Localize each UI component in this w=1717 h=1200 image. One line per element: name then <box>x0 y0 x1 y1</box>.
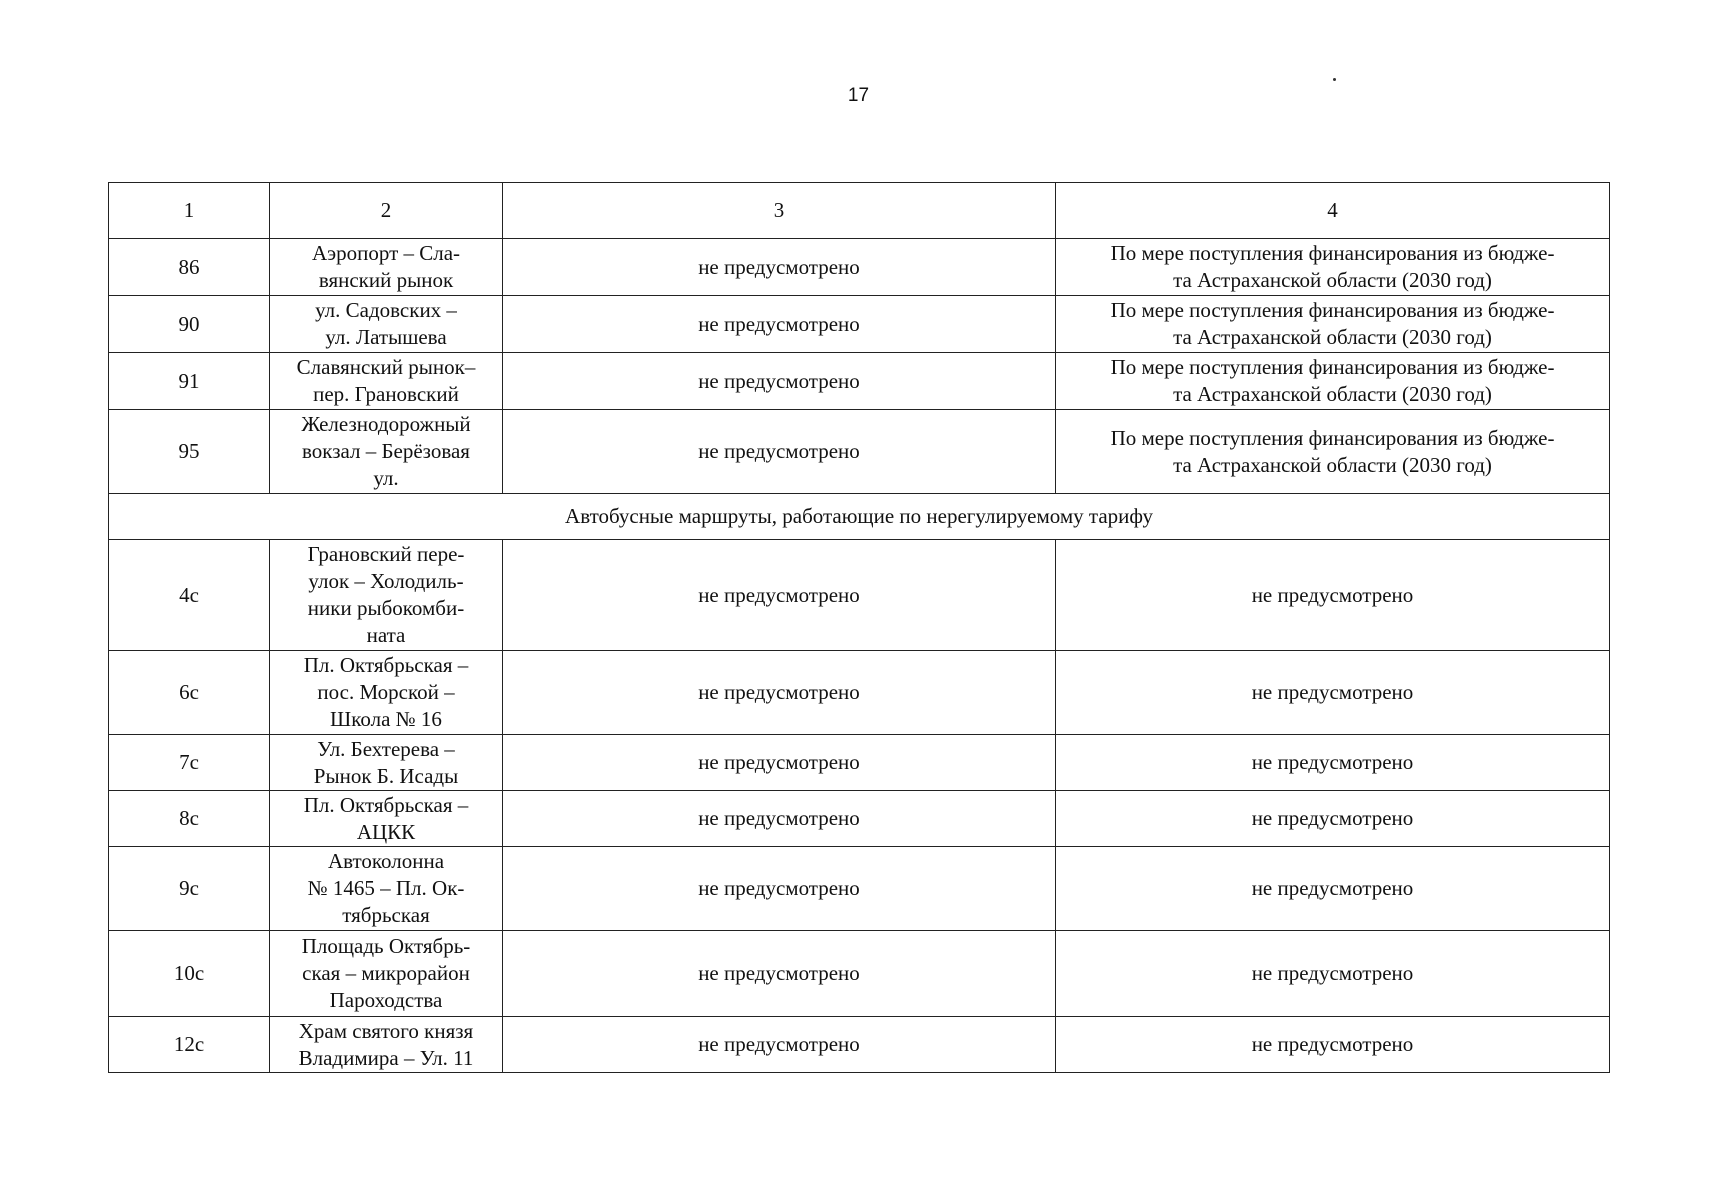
route-name: Ул. Бехтерева – Рынок Б. Исады <box>270 735 503 791</box>
table-row <box>109 791 1610 847</box>
route-number: 90 <box>109 296 270 353</box>
col4-value: не предусмотрено <box>1056 651 1610 735</box>
route-name: Славянский рынок– пер. Грановский <box>270 353 503 410</box>
col4-value: не предусмотрено <box>1056 791 1610 847</box>
col3-value: не предусмотрено <box>503 540 1056 651</box>
col4-value: По мере поступления финансирования из бюдже- та Астраханской области (2030 год) <box>1056 353 1610 410</box>
col4-value: По мере поступления финансирования из бюдже- та Астраханской области (2030 год) <box>1056 410 1610 494</box>
route-name: Железнодорожный вокзал – Берёзовая ул. <box>270 410 503 494</box>
header-cell: 2 <box>270 183 503 239</box>
header-row <box>109 183 1610 239</box>
col3-value: не предусмотрено <box>503 239 1056 296</box>
route-name: Пл. Октябрьская – пос. Морской – Школа № 16 <box>270 651 503 735</box>
col4-value: не предусмотрено <box>1056 931 1610 1017</box>
table-row <box>109 735 1610 791</box>
route-number: 86 <box>109 239 270 296</box>
col3-value: не предусмотрено <box>503 931 1056 1017</box>
table-row <box>109 239 1610 296</box>
route-name: Аэропорт – Сла- вянский рынок <box>270 239 503 296</box>
route-name: Пл. Октябрьская – АЦКК <box>270 791 503 847</box>
col3-value: не предусмотрено <box>503 296 1056 353</box>
section-title: Автобусные маршруты, работающие по нерегулируемому тарифу <box>109 494 1610 540</box>
col3-value: не предусмотрено <box>503 735 1056 791</box>
route-number: 8с <box>109 791 270 847</box>
header-cell: 1 <box>109 183 270 239</box>
col4-value: По мере поступления финансирования из бюдже- та Астраханской области (2030 год) <box>1056 296 1610 353</box>
route-name: Грановский пере- улок – Холодиль- ники рыбокомби- ната <box>270 540 503 651</box>
route-name: Площадь Октябрь- ская – микрорайон Пароходства <box>270 931 503 1017</box>
col4-value: По мере поступления финансирования из бюдже- та Астраханской области (2030 год) <box>1056 239 1610 296</box>
table-row <box>109 651 1610 735</box>
route-number: 95 <box>109 410 270 494</box>
table-row <box>109 847 1610 931</box>
table-row <box>109 296 1610 353</box>
table-row <box>109 1017 1610 1073</box>
col3-value: не предусмотрено <box>503 847 1056 931</box>
route-number: 4с <box>109 540 270 651</box>
route-number: 10с <box>109 931 270 1017</box>
route-name: Храм святого князя Владимира – Ул. 11 <box>270 1017 503 1073</box>
col3-value: не предусмотрено <box>503 651 1056 735</box>
header-cell: 3 <box>503 183 1056 239</box>
route-name: ул. Садовских – ул. Латышева <box>270 296 503 353</box>
table-row <box>109 931 1610 1017</box>
col4-value: не предусмотрено <box>1056 735 1610 791</box>
route-number: 6с <box>109 651 270 735</box>
col3-value: не предусмотрено <box>503 791 1056 847</box>
route-number: 7с <box>109 735 270 791</box>
col4-value: не предусмотрено <box>1056 540 1610 651</box>
section-row <box>109 494 1610 540</box>
route-number: 91 <box>109 353 270 410</box>
col4-value: не предусмотрено <box>1056 847 1610 931</box>
scan-speck <box>1333 78 1336 81</box>
route-name: Автоколонна № 1465 – Пл. Ок- тябрьская <box>270 847 503 931</box>
col3-value: не предусмотрено <box>503 410 1056 494</box>
col3-value: не предусмотрено <box>503 1017 1056 1073</box>
table-row <box>109 540 1610 651</box>
col3-value: не предусмотрено <box>503 353 1056 410</box>
page-number: 17 <box>847 85 870 106</box>
header-cell: 4 <box>1056 183 1610 239</box>
table-row <box>109 410 1610 494</box>
col4-value: не предусмотрено <box>1056 1017 1610 1073</box>
route-number: 12с <box>109 1017 270 1073</box>
routes-table <box>108 182 1610 1073</box>
route-number: 9с <box>109 847 270 931</box>
table-row <box>109 353 1610 410</box>
